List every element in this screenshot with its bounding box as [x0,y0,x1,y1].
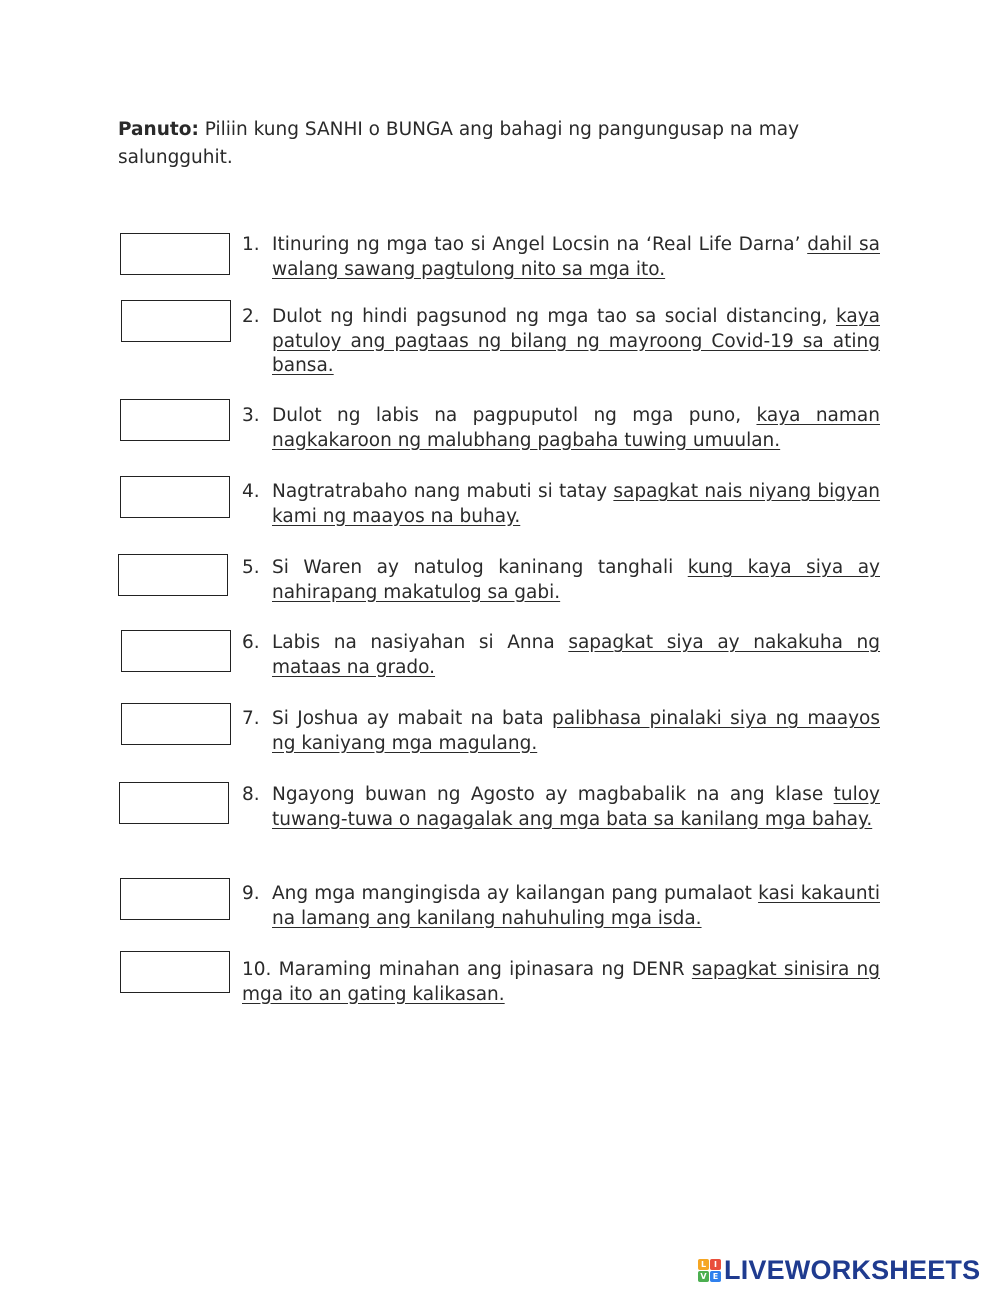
instructions [118,116,858,172]
item-text [272,707,880,756]
instructions-text: Piliin kung SANHI o BUNGA ang bahagi ng pangungusap na may salungguhit. [118,119,800,168]
item-underlined-text: kaya patuloy ang pagtaas ng bilang ng mayroong Covid-19 sa ating bansa. [272,306,880,376]
answer-box-1[interactable] [120,233,230,275]
item-underlined-text: sapagkat siya ay nakakuha ng mataas na grado. [272,632,881,678]
list-item-6 [242,631,880,680]
answer-box-7[interactable] [121,703,231,745]
item-plain-text: Dulot ng hindi pagsunod ng mga tao sa social distancing, [272,306,836,327]
answer-box-6[interactable] [121,630,231,672]
item-text [272,480,880,529]
item-plain-text: Itinuring ng mga tao si Angel Locsin na ‘Real Life Darna’ [272,234,808,255]
item-plain-text: Dulot ng labis na pagpuputol ng mga puno, [272,405,757,426]
item-number: 3. [242,405,260,426]
item-underlined-text: kaya naman nagkakaroon ng malubhang pagbaha tuwing umuulan. [272,405,880,451]
answer-box-3[interactable] [120,399,230,441]
item-number: 5. [242,557,260,578]
liveworksheets-logo [698,1252,980,1288]
item-underlined-text: palibhasa pinalaki siya ng maayos ng kaniyang mga magulang. [272,708,880,754]
item-number: 2. [242,306,260,327]
item-text [272,556,880,605]
item-text [242,958,880,1007]
item-underlined-text: tuloy tuwang-tuwa o nagagalak ang mga bata sa kanilang mga bahay. [272,784,880,830]
instructions-label: Panuto: [118,119,199,140]
logo-mark-icon [698,1259,721,1282]
item-underlined-text: kasi kakaunti na lamang ang kanilang nahuhuling mga isda. [272,883,880,929]
logo-mark-letter: L [698,1259,709,1270]
logo-text: LIVEWORKSHEETS [724,1254,981,1285]
item-text [272,882,880,931]
list-item-3 [242,404,880,453]
item-number: 9. [242,883,260,904]
item-number: 4. [242,481,260,502]
list-item-1 [242,233,880,282]
item-plain-text: Si Waren ay natulog kaninang tanghali [272,557,688,578]
item-number: 1. [242,234,260,255]
answer-box-10[interactable] [120,951,230,993]
list-item-5 [242,556,880,605]
list-item-4 [242,480,880,529]
answer-box-9[interactable] [120,878,230,920]
item-text [272,305,880,379]
item-plain-text: Ngayong buwan ng Agosto ay magbabalik na ang klase [272,784,834,805]
item-text [272,233,880,282]
answer-box-5[interactable] [118,554,228,596]
item-underlined-text: kung kaya siya ay nahirapang makatulog sa gabi. [272,557,880,603]
item-number: 10. [242,959,272,980]
list-item-8 [242,783,880,832]
answer-box-4[interactable] [120,476,230,518]
item-text [272,404,880,453]
item-underlined-text: sapagkat sinisira ng mga ito an gating kalikasan. [242,959,880,1005]
item-plain-text: Nagtratrabaho nang mabuti si tatay [272,481,614,502]
logo-mark-letter: I [710,1259,721,1270]
answer-box-2[interactable] [121,300,231,342]
item-plain-text: Labis na nasiyahan si Anna [272,632,569,653]
item-underlined-text: sapagkat nais niyang bigyan kami ng maayos na buhay. [272,481,881,527]
item-plain-text: Maraming minahan ang ipinasara ng DENR [271,959,692,980]
item-text [272,783,880,832]
item-number: 8. [242,784,260,805]
list-item-2 [242,305,880,379]
logo-mark-letter: E [710,1271,721,1282]
item-underlined-text: dahil sa walang sawang pagtulong nito sa mga ito. [272,234,880,280]
item-plain-text: Si Joshua ay mabait na bata [272,708,553,729]
answer-box-8[interactable] [119,782,229,824]
list-item-7 [242,707,880,756]
list-item-10 [242,958,880,1007]
item-number: 6. [242,632,260,653]
item-number: 7. [242,708,260,729]
item-plain-text: Ang mga mangingisda ay kailangan pang pumalaot [272,883,759,904]
item-text [272,631,880,680]
list-item-9 [242,882,880,931]
logo-mark-letter: V [698,1271,709,1282]
